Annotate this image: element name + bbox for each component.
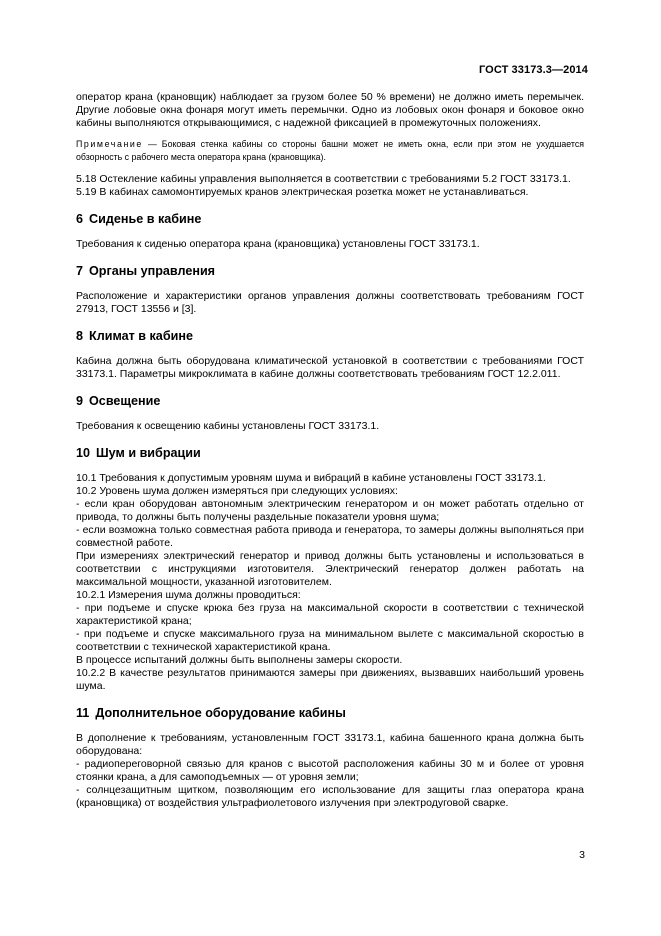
note-text: — Боковая стенка кабины со стороны башни может не иметь окна, если при этом не ухудшается обзорность с рабочего места оператора крана (крановщика). bbox=[76, 139, 584, 162]
clause-5-18: 5.18 Остекление кабины управления выполняется в соответствии с требованиями 5.2 ГОСТ 33173.1. bbox=[76, 173, 571, 185]
section-11-heading bbox=[76, 706, 584, 721]
section-10-heading bbox=[76, 446, 584, 461]
section-6-title: Сиденье в кабине bbox=[89, 212, 202, 226]
section-11-number: 11 bbox=[76, 706, 90, 720]
intro-paragraph: оператор крана (крановщик) наблюдает за грузом более 50 % времени) не должно иметь перемычек. Другие лобовые окна фонаря могут иметь перемычки. Одно из лобовых окон фонаря и боковое окно кабины выполняются открывающимися, с надежной фиксацией в промежуточных положениях. bbox=[76, 91, 584, 129]
clause-10-2-2: 10.2.2 В качестве результатов принимаются замеры при движениях, вызвавших наибольший уровень шума. bbox=[76, 667, 584, 692]
section-7-number: 7 bbox=[76, 264, 84, 278]
section-7-paragraph: Расположение и характеристики органов управления должны соответствовать требованиям ГОСТ 27913, ГОСТ 13556 и [3]. bbox=[76, 290, 584, 315]
section-9-title: Освещение bbox=[89, 394, 161, 408]
list-item-generator-joint: - если возможна только совместная работа привода и генератора, то замеры должны выполняться при совместной работе. bbox=[76, 524, 584, 549]
section-7-title: Органы управления bbox=[89, 264, 216, 278]
list-item-radio: - радиопереговорной связью для кранов с высотой расположения кабины 30 м и более от уровня стоянки крана, а для самоподъемных — от уровня земли; bbox=[76, 758, 584, 783]
section-8-number: 8 bbox=[76, 329, 84, 343]
document-code-header: ГОСТ 33173.3—2014 bbox=[478, 64, 588, 76]
list-item-hook-no-load: - при подъеме и спуске крюка без груза на максимальной скорости в соответствии с технической характеристикой крана; bbox=[76, 602, 584, 627]
section-9-paragraph: Требования к освещению кабины установлены ГОСТ 33173.1. bbox=[76, 420, 380, 432]
note-label: Примечание bbox=[76, 139, 143, 149]
speed-measurement-paragraph: В процессе испытаний должны быть выполнены замеры скорости. bbox=[76, 654, 403, 666]
note-paragraph bbox=[76, 138, 584, 163]
generator-paragraph: При измерениях электрический генератор и привод должны быть установлены и использоваться в соответствии с инструкциями изготовителя. Электрический генератор должен работать на максимальной мощности, указанной изготовителем. bbox=[76, 550, 584, 588]
list-item-generator-separate: - если кран оборудован автономным электрическим генератором и он может работать отдельно от привода, то должны быть получены раздельные показатели уровня шума; bbox=[76, 498, 584, 523]
section-10-number: 10 bbox=[76, 446, 91, 460]
list-item-sun-visor: - солнцезащитным щитком, позволяющим его использование для защиты глаз оператора крана (крановщика) от воздействия ультрафиолетового излучения при электродуговой сварке. bbox=[76, 784, 584, 809]
clause-10-2-1: 10.2.1 Измерения шума должны проводиться: bbox=[76, 589, 301, 601]
section-6-heading bbox=[76, 212, 584, 227]
section-8-heading bbox=[76, 329, 584, 344]
clause-10-2: 10.2 Уровень шума должен измеряться при следующих условиях: bbox=[76, 485, 398, 497]
document-body bbox=[76, 91, 584, 810]
page-number: 3 bbox=[579, 849, 585, 861]
section-10-title: Шум и вибрации bbox=[96, 446, 201, 460]
clause-5-19: 5.19 В кабинах самомонтируемых кранов электрическая розетка может не устанавливаться. bbox=[76, 186, 529, 198]
section-9-heading bbox=[76, 394, 584, 409]
clause-10-1: 10.1 Требования к допустимым уровням шума и вибраций в кабине установлены ГОСТ 33173.1. bbox=[76, 472, 546, 484]
section-9-number: 9 bbox=[76, 394, 84, 408]
section-8-title: Климат в кабине bbox=[89, 329, 193, 343]
section-6-paragraph: Требования к сиденью оператора крана (крановщика) установлены ГОСТ 33173.1. bbox=[76, 238, 480, 250]
section-8-paragraph: Кабина должна быть оборудована климатической установкой в соответствии с требованиями ГОСТ 33173.1. Параметры микроклимата в кабине должны соответствовать требованиям ГОСТ 12.2.011. bbox=[76, 355, 584, 380]
list-item-max-load: - при подъеме и спуске максимального груза на минимальном вылете с максимальной скоростью в соответствии с технической характеристикой крана. bbox=[76, 628, 584, 653]
section-7-heading bbox=[76, 264, 584, 279]
section-11-intro: В дополнение к требованиям, установленным ГОСТ 33173.1, кабина башенного крана должна быть оборудована: bbox=[76, 732, 584, 757]
section-6-number: 6 bbox=[76, 212, 84, 226]
section-11-title: Дополнительное оборудование кабины bbox=[95, 706, 346, 720]
